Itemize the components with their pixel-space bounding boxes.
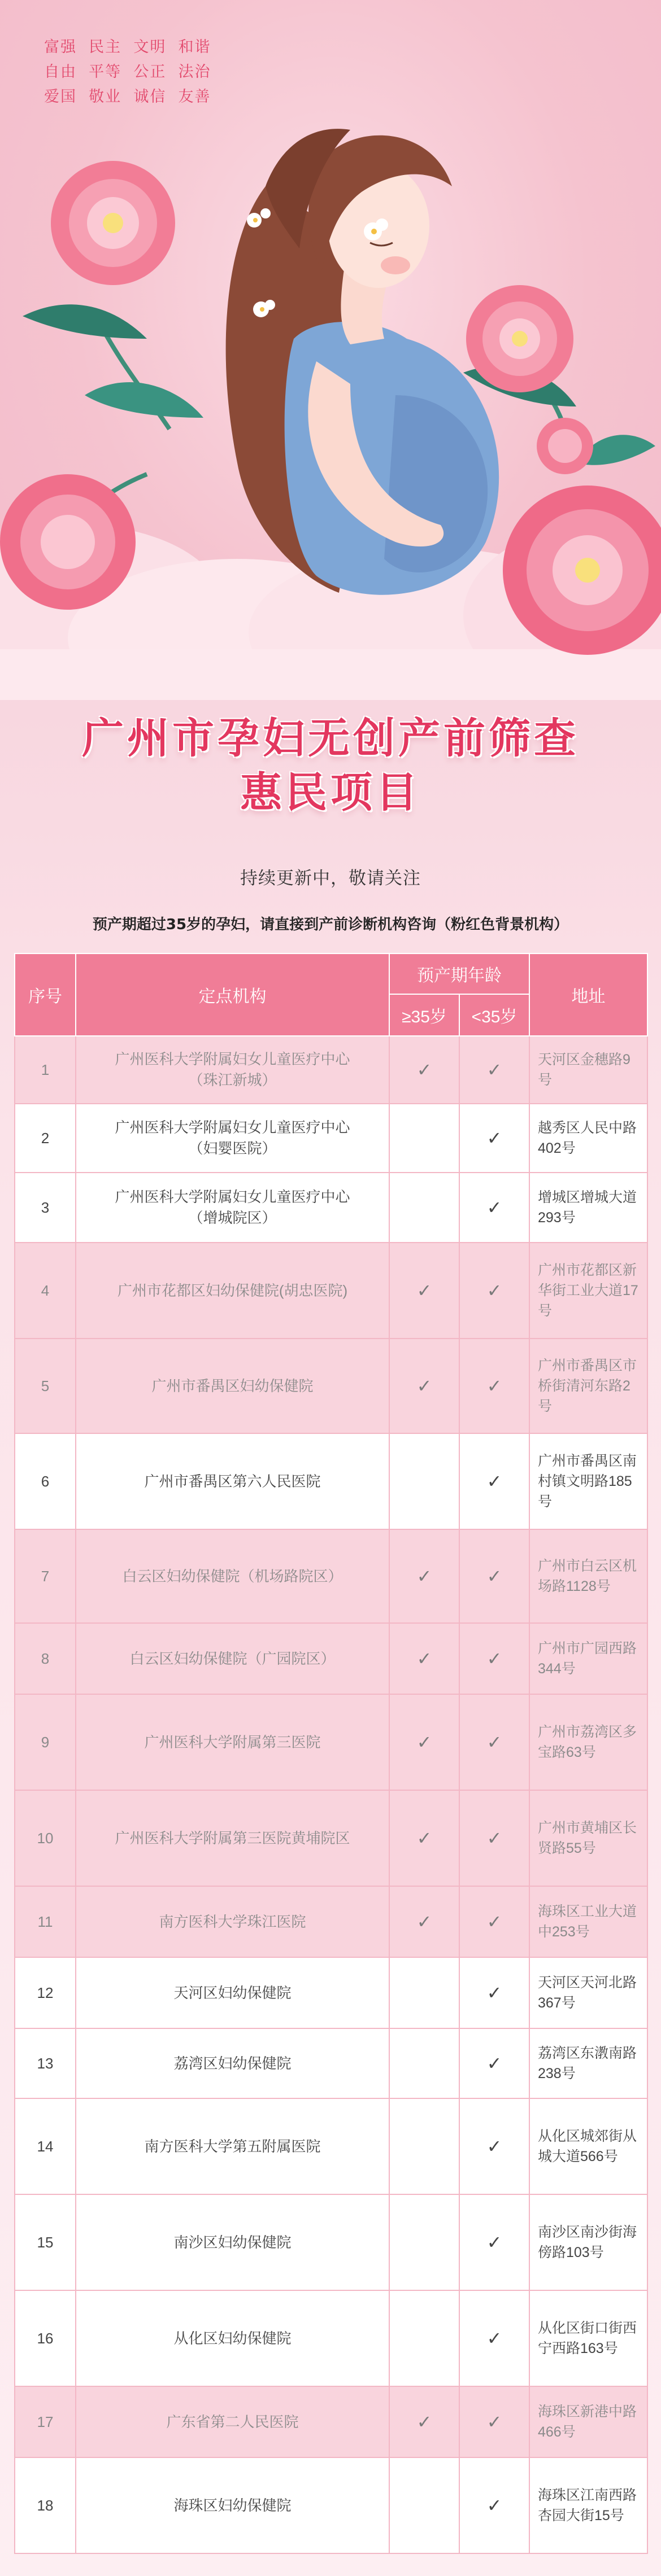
row-check-over-35	[389, 1957, 459, 2028]
table-row	[15, 1529, 647, 1623]
institution-table-container	[14, 953, 647, 2554]
table-row	[15, 2194, 647, 2290]
row-institution-name: 南方医科大学第五附属医院	[76, 2098, 389, 2194]
row-check-over-35	[389, 1433, 459, 1529]
row-institution-name: 广州医科大学附属妇女儿童医疗中心 （妇婴医院）	[76, 1104, 389, 1173]
row-address: 广州市番禺区市桥街清河东路2号	[529, 1339, 647, 1433]
row-check-over-35: ✓	[389, 2386, 459, 2457]
header-index: 序号	[15, 954, 76, 1036]
core-values-slogan	[44, 35, 211, 110]
row-institution-name: 从化区妇幼保健院	[76, 2290, 389, 2386]
table-row	[15, 1694, 647, 1790]
row-address: 广州市广园西路344号	[529, 1623, 647, 1694]
row-address: 增城区增城大道293号	[529, 1173, 647, 1243]
row-address: 广州市黄埔区长贤路55号	[529, 1790, 647, 1886]
row-address: 从化区城郊街从城大道566号	[529, 2098, 647, 2194]
peony-right-upper	[466, 285, 573, 392]
row-institution-name: 广州医科大学附属妇女儿童医疗中心 （珠江新城）	[76, 1036, 389, 1104]
row-institution-name: 广州市番禺区妇幼保健院	[76, 1339, 389, 1433]
row-index: 7	[15, 1529, 76, 1623]
row-check-over-35	[389, 1104, 459, 1173]
row-index: 11	[15, 1886, 76, 1957]
notice-text: 预产期超过35岁的孕妇，请直接到产前诊断机构咨询（粉红色背景机构）	[92, 916, 569, 933]
row-check-under-35: ✓	[459, 2098, 529, 2194]
table-body	[15, 1036, 647, 2553]
row-institution-name: 广州医科大学附属第三医院	[76, 1694, 389, 1790]
row-address: 越秀区人民中路402号	[529, 1104, 647, 1173]
title-line-2: 惠民项目	[240, 768, 421, 817]
row-institution-name: 广州医科大学附属第三医院黄埔院区	[76, 1790, 389, 1886]
row-check-under-35: ✓	[459, 1433, 529, 1529]
row-institution-name: 海珠区妇幼保健院	[76, 2457, 389, 2553]
peony-left-lower	[0, 474, 136, 610]
row-check-over-35: ✓	[389, 1529, 459, 1623]
row-check-under-35: ✓	[459, 1173, 529, 1243]
header-institution: 定点机构	[76, 954, 389, 1036]
table-row	[15, 1243, 647, 1339]
subtitle: 持续更新中，敬请关注	[240, 868, 421, 889]
row-institution-name: 荔湾区妇幼保健院	[76, 2028, 389, 2098]
page-title	[0, 711, 661, 820]
slogan-line: 自由 平等 公正 法治	[44, 63, 211, 81]
row-check-over-35	[389, 2028, 459, 2098]
slogan-line: 富强 民主 文明 和谐	[44, 38, 211, 56]
row-index: 16	[15, 2290, 76, 2386]
row-institution-name: 白云区妇幼保健院（机场路院区）	[76, 1529, 389, 1623]
row-address: 从化区街口街西宁西路163号	[529, 2290, 647, 2386]
row-check-under-35: ✓	[459, 2386, 529, 2457]
row-check-under-35: ✓	[459, 1623, 529, 1694]
row-index: 5	[15, 1339, 76, 1433]
table-row	[15, 1623, 647, 1694]
row-check-over-35: ✓	[389, 1339, 459, 1433]
row-index: 8	[15, 1623, 76, 1694]
row-institution-name: 广州市花都区妇幼保健院(胡忠医院)	[76, 1243, 389, 1339]
header-age-over-35: ≥35岁	[389, 994, 459, 1036]
row-check-over-35: ✓	[389, 1694, 459, 1790]
header-age-group: 预产期年龄	[389, 954, 529, 994]
table-row	[15, 1173, 647, 1243]
row-institution-name: 南沙区妇幼保健院	[76, 2194, 389, 2290]
row-check-over-35	[389, 2290, 459, 2386]
row-index: 9	[15, 1694, 76, 1790]
row-index: 12	[15, 1957, 76, 2028]
row-check-under-35: ✓	[459, 1790, 529, 1886]
row-check-over-35: ✓	[389, 1036, 459, 1104]
row-institution-name: 南方医科大学珠江医院	[76, 1886, 389, 1957]
row-check-under-35: ✓	[459, 1694, 529, 1790]
row-index: 3	[15, 1173, 76, 1243]
row-check-under-35: ✓	[459, 2290, 529, 2386]
row-address: 天河区天河北路367号	[529, 1957, 647, 2028]
row-index: 2	[15, 1104, 76, 1173]
row-institution-name: 天河区妇幼保健院	[76, 1957, 389, 2028]
row-index: 6	[15, 1433, 76, 1529]
row-check-under-35: ✓	[459, 1243, 529, 1339]
peony-left	[51, 161, 175, 285]
table-row	[15, 1036, 647, 1104]
row-institution-name: 广州市番禺区第六人民医院	[76, 1433, 389, 1529]
row-check-under-35: ✓	[459, 2028, 529, 2098]
row-check-under-35: ✓	[459, 1339, 529, 1433]
row-index: 18	[15, 2457, 76, 2553]
row-index: 1	[15, 1036, 76, 1104]
row-index: 4	[15, 1243, 76, 1339]
row-address: 广州市荔湾区多宝路63号	[529, 1694, 647, 1790]
row-address: 荔湾区东漖南路238号	[529, 2028, 647, 2098]
slogan-line: 爱国 敬业 诚信 友善	[44, 88, 211, 106]
row-institution-name: 白云区妇幼保健院（广园院区）	[76, 1623, 389, 1694]
row-check-over-35: ✓	[389, 1886, 459, 1957]
row-index: 10	[15, 1790, 76, 1886]
row-check-under-35: ✓	[459, 1957, 529, 2028]
row-address: 海珠区江南西路杏园大街15号	[529, 2457, 647, 2553]
row-address: 南沙区南沙街海傍路103号	[529, 2194, 647, 2290]
row-check-under-35: ✓	[459, 1529, 529, 1623]
row-address: 广州市番禺区南村镇文明路185号	[529, 1433, 647, 1529]
row-check-over-35	[389, 2098, 459, 2194]
row-check-under-35: ✓	[459, 1104, 529, 1173]
row-check-under-35: ✓	[459, 2457, 529, 2553]
header-age-under-35: <35岁	[459, 994, 529, 1036]
row-institution-name: 广州医科大学附属妇女儿童医疗中心 （增城院区）	[76, 1173, 389, 1243]
row-address: 广州市白云区机场路1128号	[529, 1529, 647, 1623]
row-address: 海珠区新港中路466号	[529, 2386, 647, 2457]
table-row	[15, 2290, 647, 2386]
institution-table	[14, 953, 648, 2554]
table-row	[15, 2457, 647, 2553]
row-address: 广州市花都区新华街工业大道17号	[529, 1243, 647, 1339]
table-row	[15, 1339, 647, 1433]
table-row	[15, 1433, 647, 1529]
row-index: 13	[15, 2028, 76, 2098]
table-row	[15, 1957, 647, 2028]
table-row	[15, 1104, 647, 1173]
table-row	[15, 1790, 647, 1886]
title-line-1: 广州市孕妇无创产前筛查	[82, 714, 579, 763]
row-institution-name: 广东省第二人民医院	[76, 2386, 389, 2457]
row-index: 14	[15, 2098, 76, 2194]
row-check-over-35	[389, 1173, 459, 1243]
table-row	[15, 2098, 647, 2194]
row-check-under-35: ✓	[459, 1036, 529, 1104]
row-address: 海珠区工业大道中253号	[529, 1886, 647, 1957]
row-check-over-35	[389, 2194, 459, 2290]
row-check-under-35: ✓	[459, 2194, 529, 2290]
hero-banner	[0, 0, 661, 700]
row-check-over-35: ✓	[389, 1623, 459, 1694]
row-address: 天河区金穗路9号	[529, 1036, 647, 1104]
row-check-over-35: ✓	[389, 1243, 459, 1339]
table-row	[15, 2386, 647, 2457]
row-check-over-35	[389, 2457, 459, 2553]
row-check-over-35: ✓	[389, 1790, 459, 1886]
table-row	[15, 2028, 647, 2098]
row-index: 17	[15, 2386, 76, 2457]
table-row	[15, 1886, 647, 1957]
peony-right-small	[537, 418, 593, 474]
row-index: 15	[15, 2194, 76, 2290]
header-address: 地址	[529, 954, 647, 1036]
row-check-under-35: ✓	[459, 1886, 529, 1957]
